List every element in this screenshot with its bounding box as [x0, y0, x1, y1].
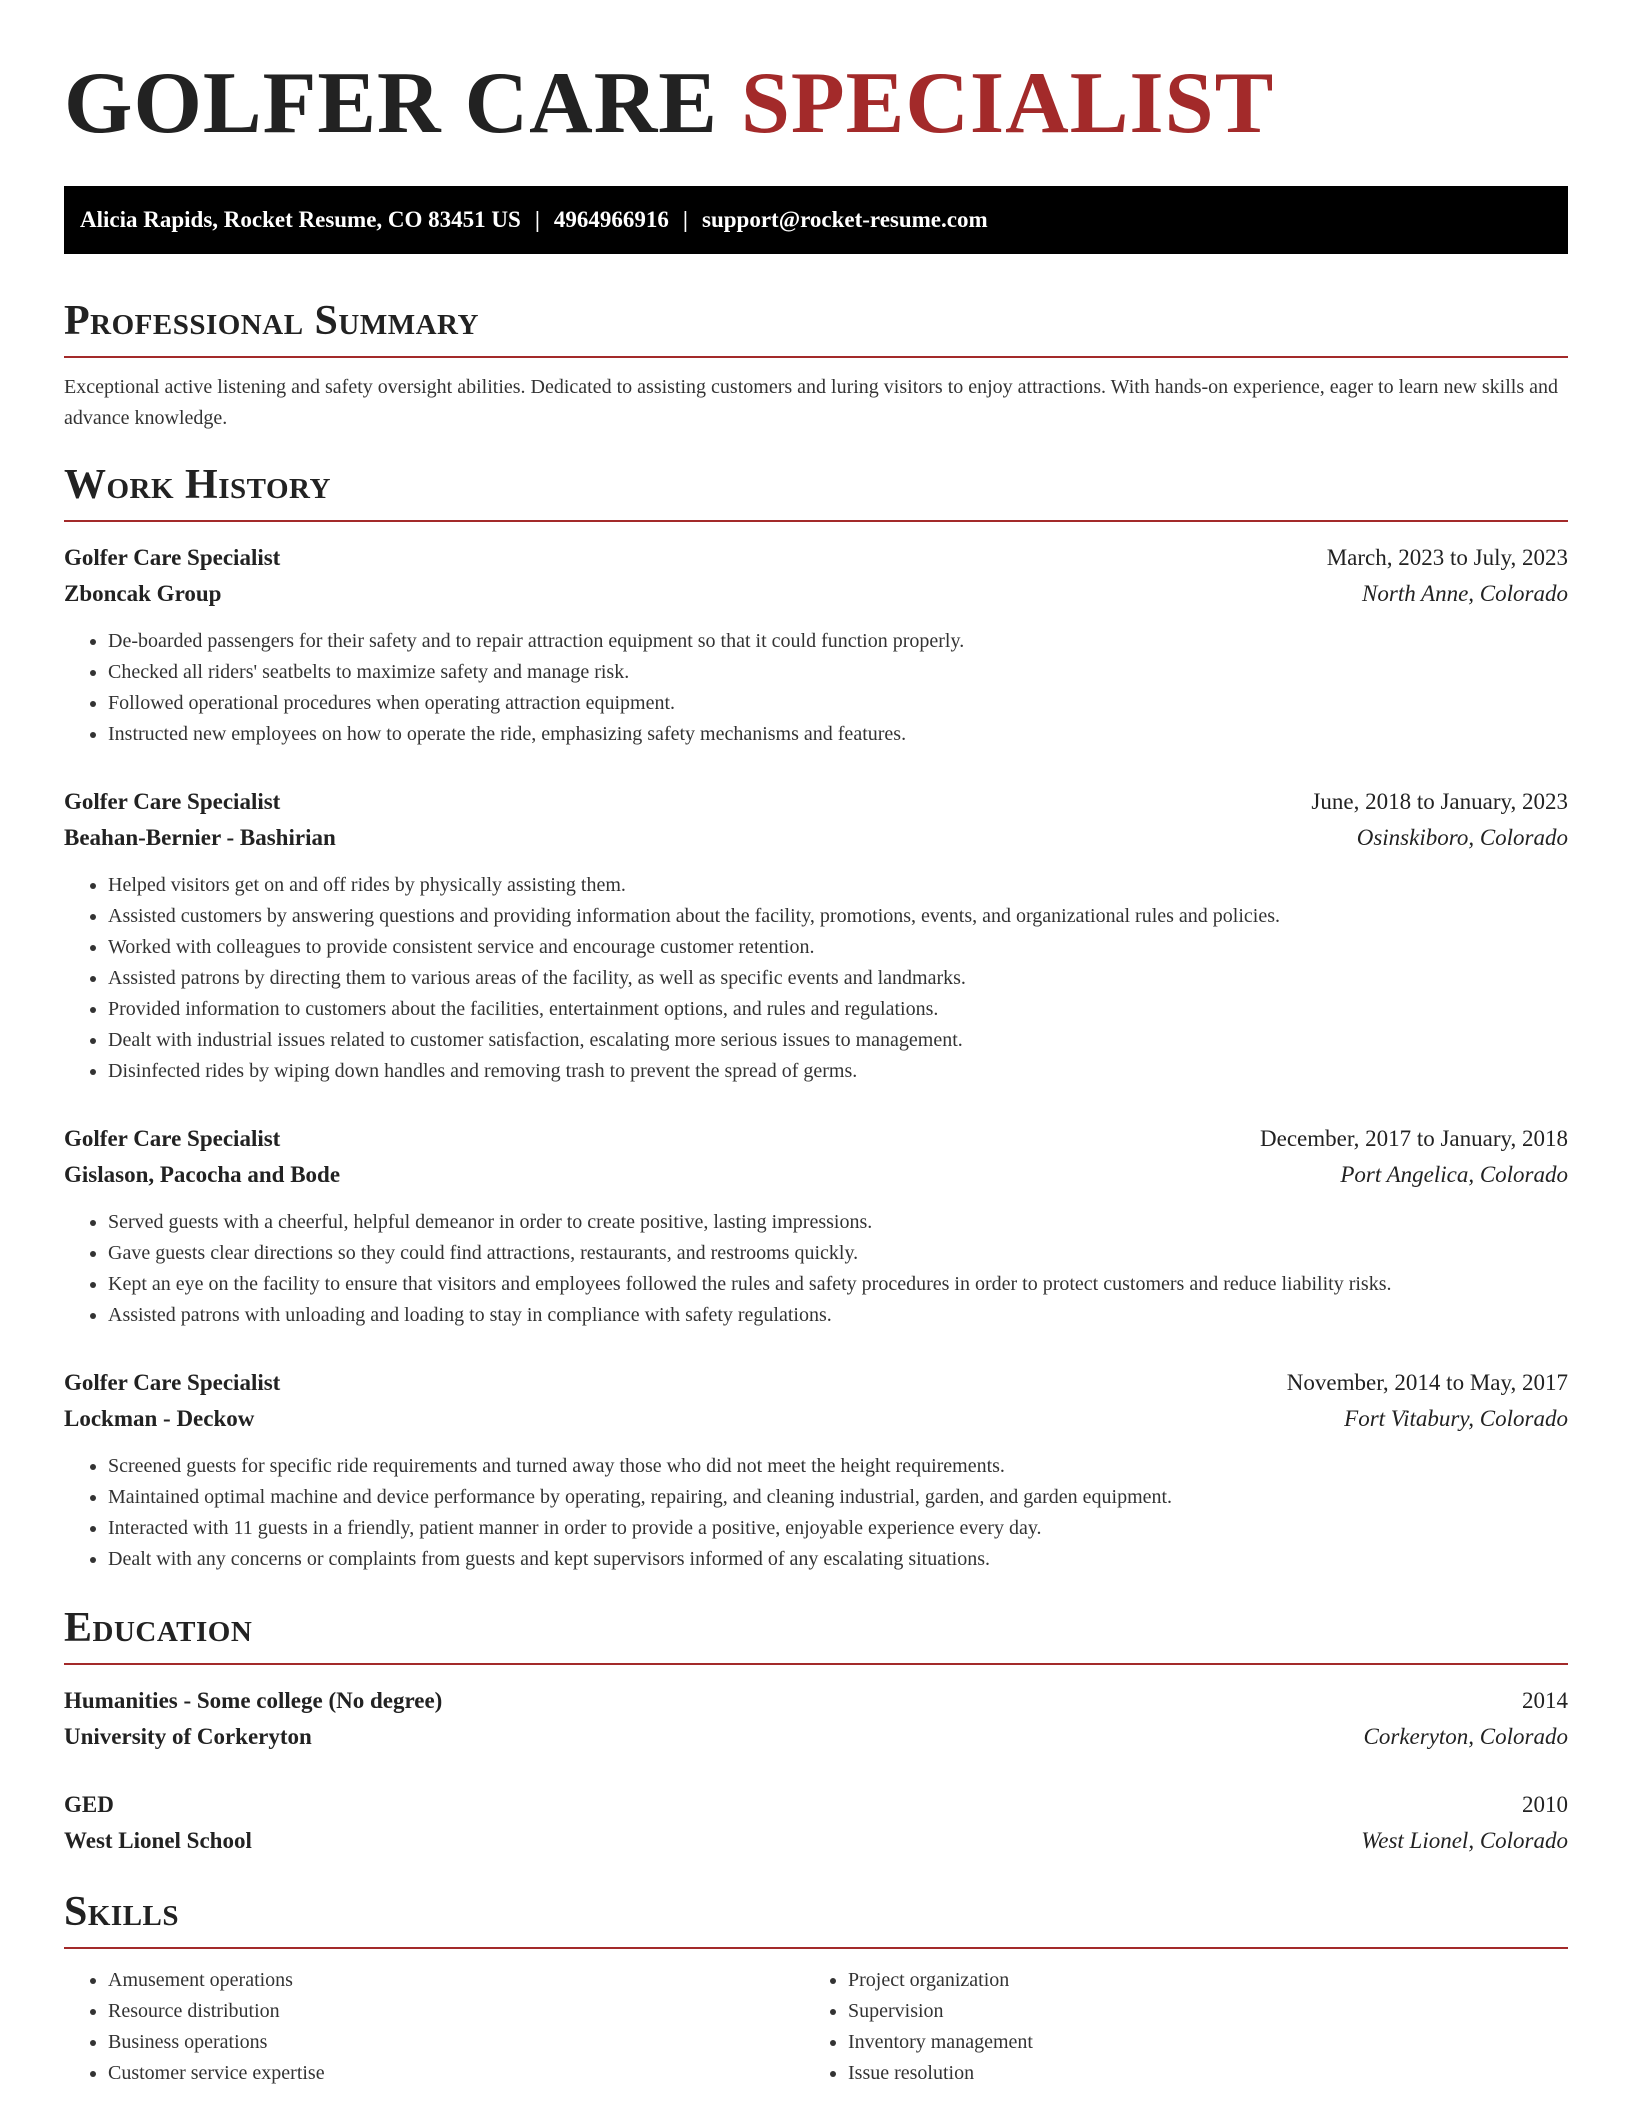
job-bullet: • Assisted patrons by directing them to various areas of the facility, as well as specific events and landmarks. [108, 963, 1568, 994]
job-bullet: • Dealt with industrial issues related to customer satisfaction, escalating more serious issues to management. [108, 1025, 1568, 1056]
job-location: North Anne, Colorado [1362, 581, 1568, 606]
skill-item: • Resource distribution [108, 1996, 804, 2027]
job-entry [64, 540, 1568, 750]
job-location: Port Angelica, Colorado [1340, 1162, 1568, 1187]
job-bullet: • Assisted patrons with unloading and loading to stay in compliance with safety regulations. [108, 1300, 1568, 1331]
education-year: 2010 [1522, 1792, 1568, 1817]
job-header-row [64, 784, 1568, 820]
education-year: 2014 [1522, 1688, 1568, 1713]
work-history-heading: Work History [64, 462, 1568, 522]
job-dates: December, 2017 to January, 2018 [1260, 1126, 1568, 1151]
contact-address: Alicia Rapids, Rocket Resume, CO 83451 US [80, 207, 521, 232]
skills-heading: Skills [64, 1889, 1568, 1949]
job-header-row [64, 1121, 1568, 1157]
skill-item: • Issue resolution [848, 2058, 1544, 2089]
job-entry [64, 1121, 1568, 1331]
education-school: West Lionel School [64, 1828, 252, 1853]
education-school-row [64, 1719, 1568, 1755]
job-bullet: • Served guests with a cheerful, helpful demeanor in order to create positive, lasting impressions. [108, 1207, 1568, 1238]
job-company: Zboncak Group [64, 581, 222, 606]
job-bullet: • Worked with colleagues to provide consistent service and encourage customer retention. [108, 932, 1568, 963]
job-bullet: • Dealt with any concerns or complaints from guests and kept supervisors informed of any escalating situations. [108, 1544, 1568, 1575]
contact-phone: 4964966916 [553, 207, 669, 232]
job-bullet: • Screened guests for specific ride requirements and turned away those who did not meet the height requirements. [108, 1451, 1568, 1482]
job-bullet: • Instructed new employees on how to operate the ride, emphasizing safety mechanisms and features. [108, 719, 1568, 750]
job-bullet: • Helped visitors get on and off rides by physically assisting them. [108, 870, 1568, 901]
education-degree-row [64, 1683, 1568, 1719]
job-dates: November, 2014 to May, 2017 [1286, 1370, 1568, 1395]
job-dates: June, 2018 to January, 2023 [1311, 789, 1568, 814]
job-header-row [64, 540, 1568, 576]
education-degree: GED [64, 1792, 114, 1817]
job-bullet: • Interacted with 11 guests in a friendly, patient manner in order to provide a positive, enjoyable experience every day. [108, 1513, 1568, 1544]
job-bullets [64, 1207, 1568, 1331]
job-bullet: • Provided information to customers about the facilities, entertainment options, and rules and regulations. [108, 994, 1568, 1025]
job-bullets [64, 1451, 1568, 1575]
contact-separator: | [682, 207, 688, 232]
job-company-row [64, 1157, 1568, 1193]
education-heading: Education [64, 1605, 1568, 1665]
job-title: Golfer Care Specialist [64, 545, 281, 570]
skill-item: • Project organization [848, 1965, 1544, 1996]
job-bullets [64, 870, 1568, 1087]
skills-section [64, 1889, 1568, 2089]
education-location: Corkeryton, Colorado [1363, 1724, 1568, 1749]
skill-item: • Customer service expertise [108, 2058, 804, 2089]
job-header-row [64, 1365, 1568, 1401]
job-company-row [64, 576, 1568, 612]
job-bullet: • Checked all riders' seatbelts to maximize safety and manage risk. [108, 657, 1568, 688]
education-entry [64, 1683, 1568, 1755]
job-bullet: • Kept an eye on the facility to ensure that visitors and employees followed the rules and safety procedures in order to protect customers and reduce liability risks. [108, 1269, 1568, 1300]
job-entry [64, 784, 1568, 1087]
job-title: Golfer Care Specialist [64, 789, 281, 814]
job-location: Fort Vitabury, Colorado [1344, 1406, 1568, 1431]
education-degree-row [64, 1787, 1568, 1823]
contact-separator: | [534, 207, 540, 232]
job-company: Beahan-Bernier - Bashirian [64, 825, 336, 850]
contact-bar [64, 186, 1568, 254]
job-company: Gislason, Pacocha and Bode [64, 1162, 341, 1187]
job-entry [64, 1365, 1568, 1575]
job-bullet: • Maintained optimal machine and device performance by operating, repairing, and cleaning industrial, garden, and garden equipment. [108, 1482, 1568, 1513]
job-title: Golfer Care Specialist [64, 1126, 281, 1151]
education-school: University of Corkeryton [64, 1724, 312, 1749]
job-bullet: • Assisted customers by answering questions and providing information about the facility, promotions, events, and organizational rules and policies. [108, 901, 1568, 932]
skills-column-right [804, 1965, 1544, 2089]
job-bullet: • Disinfected rides by wiping down handles and removing trash to prevent the spread of germs. [108, 1056, 1568, 1087]
work-history-section [64, 462, 1568, 1575]
job-title: Golfer Care Specialist [64, 1370, 281, 1395]
summary-text: Exceptional active listening and safety oversight abilities. Dedicated to assisting customers and luring visitors to enjoy attractions. With hands-on experience, eager to learn new skills and advance knowledge. [64, 376, 1558, 429]
job-bullet: • De-boarded passengers for their safety and to repair attraction equipment so that it could function properly. [108, 626, 1568, 657]
skill-item: • Inventory management [848, 2027, 1544, 2058]
education-school-row [64, 1823, 1568, 1859]
skill-item: • Business operations [108, 2027, 804, 2058]
title-main: GOLFER CARE [64, 55, 718, 152]
job-company-row [64, 820, 1568, 856]
skills-grid [64, 1965, 1568, 2089]
education-degree: Humanities - Some college (No degree) [64, 1688, 443, 1713]
title-accent: SPECIALIST [740, 55, 1275, 152]
education-section [64, 1605, 1568, 1859]
job-dates: March, 2023 to July, 2023 [1326, 545, 1568, 570]
summary-heading: Professional Summary [64, 298, 1568, 358]
resume-title [64, 55, 1568, 152]
contact-email: support@rocket-resume.com [702, 207, 988, 232]
job-bullet: • Followed operational procedures when operating attraction equipment. [108, 688, 1568, 719]
job-company-row [64, 1401, 1568, 1437]
education-location: West Lionel, Colorado [1361, 1828, 1568, 1853]
job-location: Osinskiboro, Colorado [1356, 825, 1568, 850]
education-entry [64, 1787, 1568, 1859]
job-bullets [64, 626, 1568, 750]
job-company: Lockman - Deckow [64, 1406, 255, 1431]
skill-item: • Amusement operations [108, 1965, 804, 1996]
job-bullet: • Gave guests clear directions so they could find attractions, restaurants, and restrooms quickly. [108, 1238, 1568, 1269]
skill-item: • Supervision [848, 1996, 1544, 2027]
summary-section [64, 298, 1568, 434]
skills-column-left [64, 1965, 804, 2089]
